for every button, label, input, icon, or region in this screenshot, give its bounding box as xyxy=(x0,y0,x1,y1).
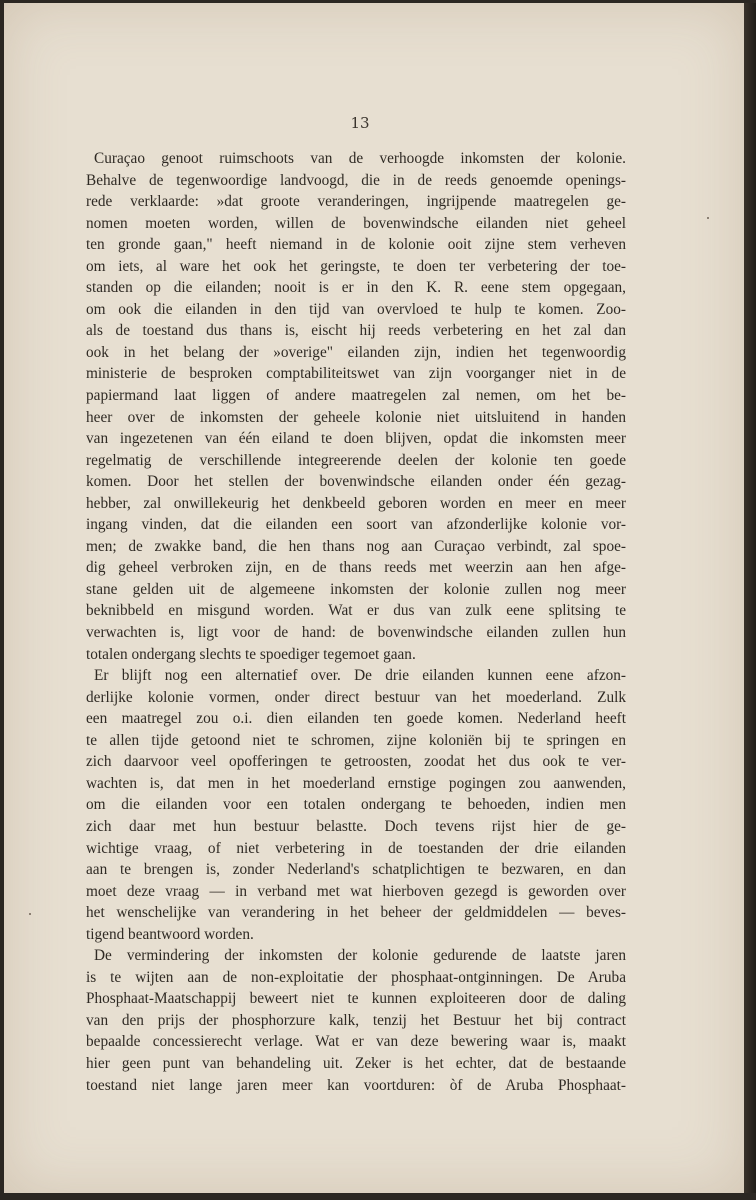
text-line: ook in het belang der »overige" eilanden zijn, indien het tegenwoordig xyxy=(86,343,626,361)
text-line: derlijke kolonie vormen, onder direct bestuur van het moederland. Zulk xyxy=(86,688,626,706)
paper-speck xyxy=(707,217,709,219)
text-line: hebber, zal onwillekeurig het denkbeeld geboren worden en meer en meer xyxy=(86,494,626,512)
text-line: ingang vinden, dat die eilanden een soort van afzonderlijke kolonie vor- xyxy=(86,516,626,534)
text-line: verwachten is, ligt voor de hand: de bovenwindsche eilanden zullen hun xyxy=(86,624,626,642)
text-line: Behalve de tegenwoordige landvoogd, die in de reeds genoemde openings- xyxy=(86,171,626,189)
text-line: tigend beantwoord worden. xyxy=(86,925,254,943)
body-text xyxy=(86,148,626,1096)
text-line: Phosphaat-Maatschappij beweert niet te kunnen exploiteeren door de daling xyxy=(86,990,626,1008)
text-line: een maatregel zou o.i. dien eilanden ten goede komen. Nederland heeft xyxy=(86,710,626,728)
text-line: rede verklaarde: »dat groote veranderingen, ingrijpende maatregelen ge- xyxy=(86,193,626,211)
text-line: bepaalde concessierecht verlage. Wat er van deze bewering waar is, maakt xyxy=(86,1033,626,1051)
text-line: toestand niet lange jaren meer kan voortduren: òf de Aruba Phosphaat- xyxy=(86,1076,626,1094)
text-line: om iets, al ware het ook het geringste, te doen ter verbetering der toe- xyxy=(86,257,626,275)
text-line: dig geheel verbroken zijn, en de thans reeds met weerzin aan hen afge- xyxy=(86,559,626,577)
text-line: totalen ondergang slechts te spoediger tegemoet gaan. xyxy=(86,645,416,663)
text-line: men; de zwakke band, die hen thans nog aan Curaçao verbindt, zal spoe- xyxy=(86,537,626,555)
text-line: aan te brengen is, zonder Nederland's schatplichtigen te bezwaren, en dan xyxy=(86,861,626,879)
page-edge xyxy=(744,3,756,1193)
text-line: is te wijten aan de non-exploitatie der phosphaat-ontginningen. De Aruba xyxy=(86,968,626,986)
text-line: als de toestand dus thans is, eischt hij reeds verbetering en het zal dan xyxy=(86,322,626,340)
text-line: komen. Door het stellen der bovenwindsche eilanden onder één gezag- xyxy=(86,473,626,491)
text-line: stane gelden uit de algemeene inkomsten der kolonie zullen nog meer xyxy=(86,580,626,598)
text-line: Curaçao genoot ruimschoots van de verhoogde inkomsten der kolonie. xyxy=(94,150,626,167)
text-line: van den prijs der phosphorzure kalk, tenzij het Bestuur het bij contract xyxy=(86,1011,626,1029)
text-line: beknibbeld en misgund worden. Wat er dus van zulk eene splitsing te xyxy=(86,602,626,620)
text-line: zich daar met hun bestuur belastte. Doch tevens rijst hier de ge- xyxy=(86,817,626,835)
text-line: ten gronde gaan," heeft niemand in de kolonie ooit zijne stem verheven xyxy=(86,236,626,254)
text-line: standen op die eilanden; nooit is er in den K. R. eene stem opgegaan, xyxy=(86,279,626,297)
text-line: van ingezetenen van één eiland te doen blijven, opdat die inkomsten meer xyxy=(86,430,626,448)
text-line: te allen tijde getoond niet te schromen, zijne koloniën bij te springen en xyxy=(86,731,626,749)
text-line: Er blijft nog een alternatief over. De drie eilanden kunnen eene afzon- xyxy=(94,667,626,685)
text-line: om ook die eilanden in den tijd van overvloed te hulp te komen. Zoo- xyxy=(86,300,626,318)
text-line: papiermand laat liggen of andere maatregelen zal nemen, om het be- xyxy=(86,387,626,405)
page-number: 13 xyxy=(350,114,370,132)
text-line: wachten is, dat men in het moederland ernstige pogingen zou aanwenden, xyxy=(86,774,626,792)
text-line: ministerie de besproken comptabiliteitswet van zijn voorganger niet in de xyxy=(86,365,626,383)
text-line: De vermindering der inkomsten der kolonie gedurende de laatste jaren xyxy=(94,947,626,965)
text-line: om die eilanden voor een totalen ondergang te behoeden, indien men xyxy=(86,796,626,814)
text-line: regelmatig de verschillende integreerende deelen der kolonie ten goede xyxy=(86,451,626,469)
text-line: hier geen punt van behandeling uit. Zeker is het echter, dat de bestaande xyxy=(86,1054,626,1072)
text-line: moet deze vraag — in verband met wat hierboven gezegd is geworden over xyxy=(86,882,626,900)
text-line: zich daarvoor veel opofferingen te getroosten, zoodat het dus ook te ver- xyxy=(86,753,626,771)
text-line: heer over de inkomsten der geheele kolonie niet uitsluitend in handen xyxy=(86,408,626,426)
text-line: wichtige vraag, of niet verbetering in de toestanden der drie eilanden xyxy=(86,839,626,857)
text-line: nomen moeten worden, willen de bovenwindsche eilanden niet geheel xyxy=(86,214,626,232)
paper-speck xyxy=(29,913,31,915)
text-line: het wenschelijke van verandering in het beheer der geldmiddelen — beves- xyxy=(86,904,626,922)
